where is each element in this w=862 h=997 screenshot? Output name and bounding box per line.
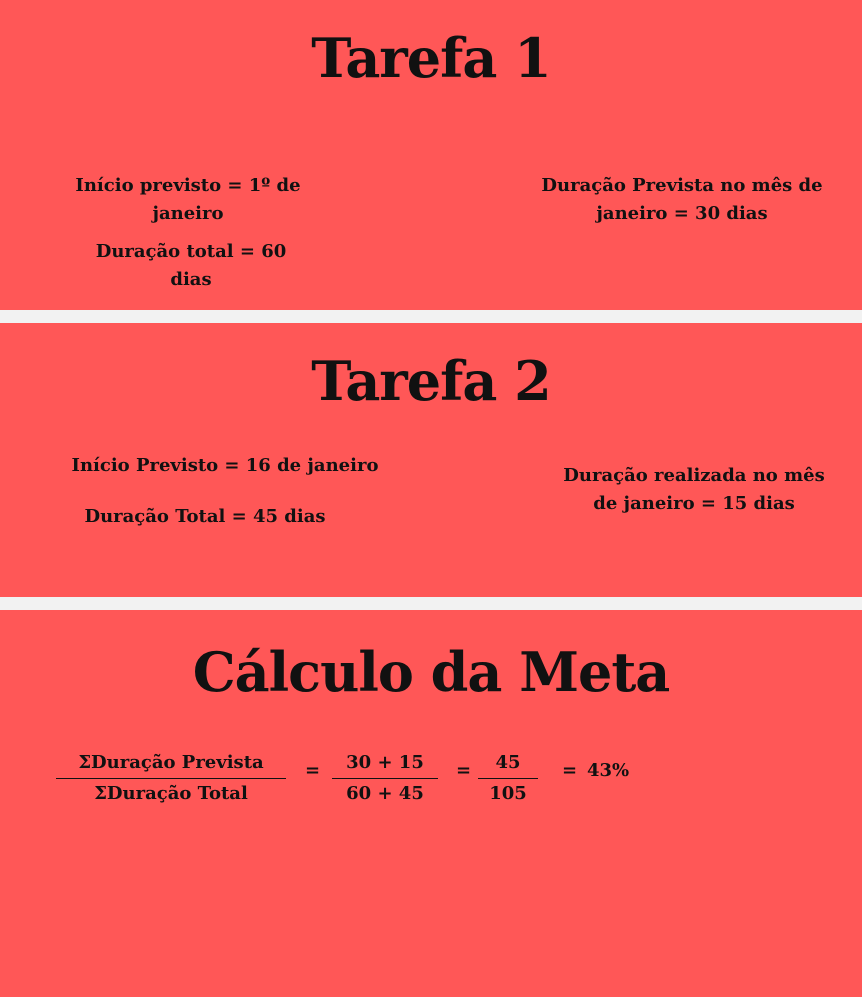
fraction-sums-numerator: 30 + 15 bbox=[346, 752, 424, 773]
tarefa2-duracao-total: Duração Total = 45 dias bbox=[84, 506, 326, 527]
tarefa1-duracao-total: Duração total = 60 dias bbox=[95, 241, 287, 290]
calculo-title: Cálculo da Meta bbox=[192, 640, 670, 704]
tarefa2-inicio: Início Previsto = 16 de janeiro bbox=[71, 455, 379, 476]
fraction-totals bbox=[478, 750, 538, 807]
fraction-totals-denominator: 105 bbox=[489, 783, 527, 804]
fraction-sums bbox=[332, 750, 438, 807]
tarefa1-title: Tarefa 1 bbox=[311, 26, 551, 90]
result-percentage: 43% bbox=[587, 760, 630, 781]
tarefa1-panel bbox=[0, 0, 862, 310]
fraction-bar bbox=[332, 778, 438, 779]
tarefa2-duracao-realizada-mes: Duração realizada no mês de janeiro = 15 dias bbox=[563, 465, 825, 514]
tarefa2-title: Tarefa 2 bbox=[311, 349, 551, 413]
equals-sign-3: = bbox=[562, 760, 578, 781]
fraction-sums-denominator: 60 + 45 bbox=[346, 783, 424, 804]
tarefa2-panel bbox=[0, 323, 862, 597]
fraction-totals-numerator: 45 bbox=[495, 752, 521, 773]
fraction-sigma-denominator: ΣDuração Total bbox=[94, 783, 248, 804]
equals-sign-2: = bbox=[456, 760, 472, 781]
equals-sign-1: = bbox=[305, 760, 321, 781]
fraction-bar bbox=[56, 778, 286, 779]
fraction-sigma bbox=[56, 750, 286, 807]
calculo-panel bbox=[0, 610, 862, 997]
fraction-bar bbox=[478, 778, 538, 779]
fraction-sigma-numerator: ΣDuração Prevista bbox=[78, 752, 264, 773]
tarefa1-inicio: Início previsto = 1º de janeiro bbox=[75, 175, 301, 224]
tarefa1-duracao-prevista-mes: Duração Prevista no mês de janeiro = 30 dias bbox=[541, 175, 823, 224]
